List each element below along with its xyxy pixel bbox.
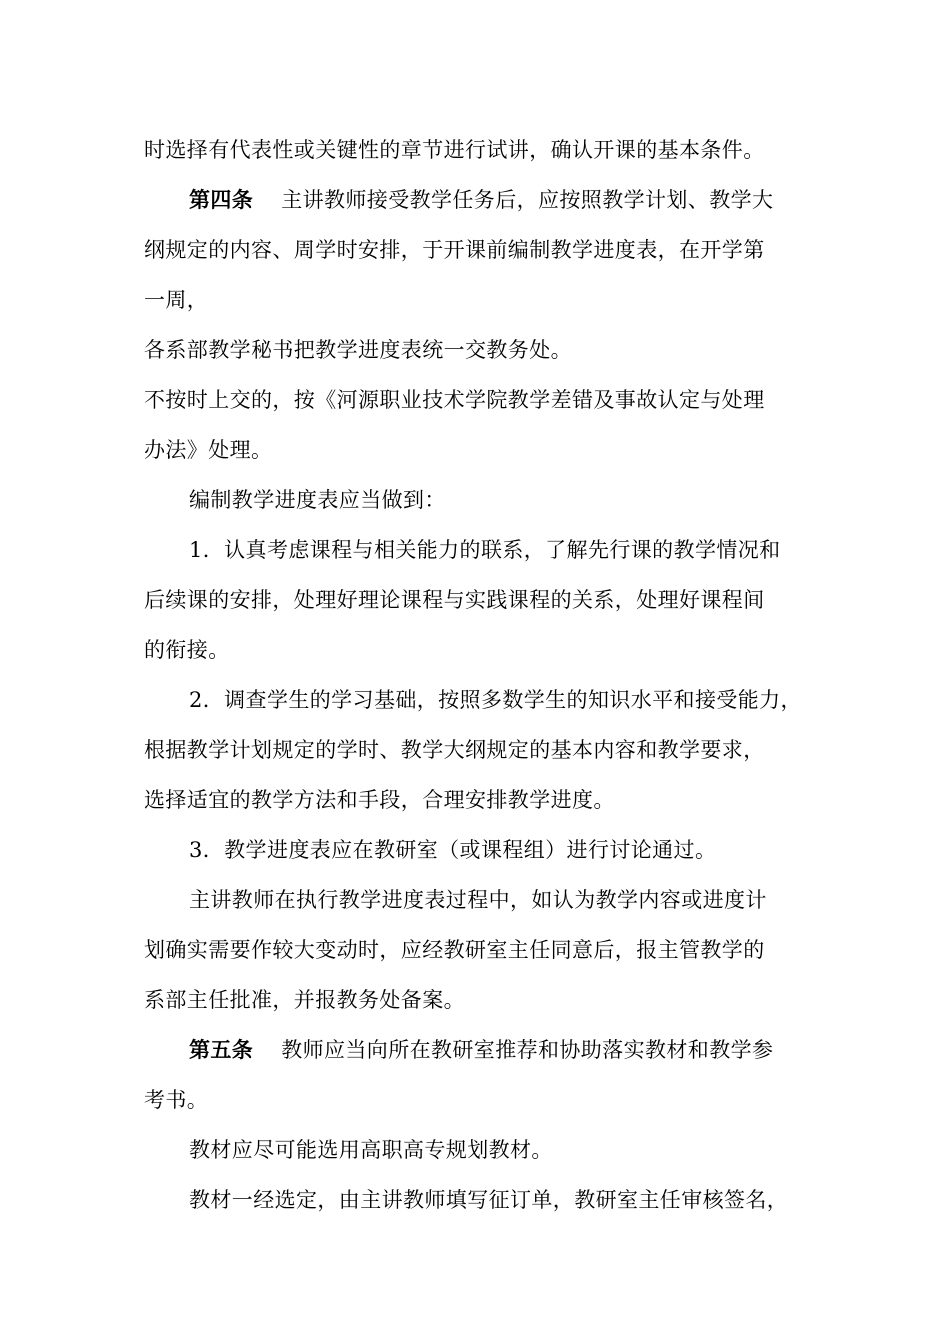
text-line: 系部主任批准，并报教务处备案。 <box>144 988 465 1012</box>
text-line: 的衔接。 <box>144 638 230 662</box>
text-line: 办法》处理。 <box>144 438 273 462</box>
text-line: 教材一经选定，由主讲教师填写征订单，教研室主任审核签名， <box>189 1188 789 1212</box>
text-line: 选择适宜的教学方法和手段，合理安排教学进度。 <box>144 788 615 812</box>
text-line: 后续课的安排，处理好理论课程与实践课程的关系，处理好课程间 <box>144 588 765 612</box>
text-line: 纲规定的内容、周学时安排，于开课前编制教学进度表，在开学第 <box>144 238 765 262</box>
text-line: 划确实需要作较大变动时，应经教研室主任同意后，报主管教学的 <box>144 938 765 962</box>
text-line: 一周， <box>144 288 209 312</box>
text-line: 考书。 <box>144 1088 209 1112</box>
article-4-heading: 第四条 <box>189 188 254 212</box>
text-line: 教材应尽可能选用高职高专规划教材。 <box>189 1138 553 1162</box>
text-line: 各系部教学秘书把教学进度表统一交教务处。 <box>144 338 572 362</box>
article-5-heading: 第五条 <box>189 1038 254 1062</box>
list-item-3: 3．教学进度表应在教研室（或课程组）进行讨论通过。 <box>189 838 717 862</box>
text-line: 根据教学计划规定的学时、教学大纲规定的基本内容和教学要求， <box>144 738 765 762</box>
text-line: 不按时上交的，按《河源职业技术学院教学差错及事故认定与处理 <box>144 388 765 412</box>
text-line: 编制教学进度表应当做到： <box>189 488 446 512</box>
article-4-paragraph <box>189 186 773 214</box>
text-line: 教师应当向所在教研室推荐和协助落实教材和教学参 <box>281 1038 774 1062</box>
article-5-paragraph <box>189 1036 773 1064</box>
list-item-2: 2．调查学生的学习基础，按照多数学生的知识水平和接受能力， <box>189 688 802 712</box>
list-item-1: 1．认真考虑课程与相关能力的联系，了解先行课的教学情况和 <box>189 538 781 562</box>
text-line: 主讲教师接受教学任务后，应按照教学计划、教学大 <box>281 188 774 212</box>
text-line: 时选择有代表性或关键性的章节进行试讲，确认开课的基本条件。 <box>144 138 765 162</box>
text-line: 主讲教师在执行教学进度表过程中，如认为教学内容或进度计 <box>189 888 767 912</box>
